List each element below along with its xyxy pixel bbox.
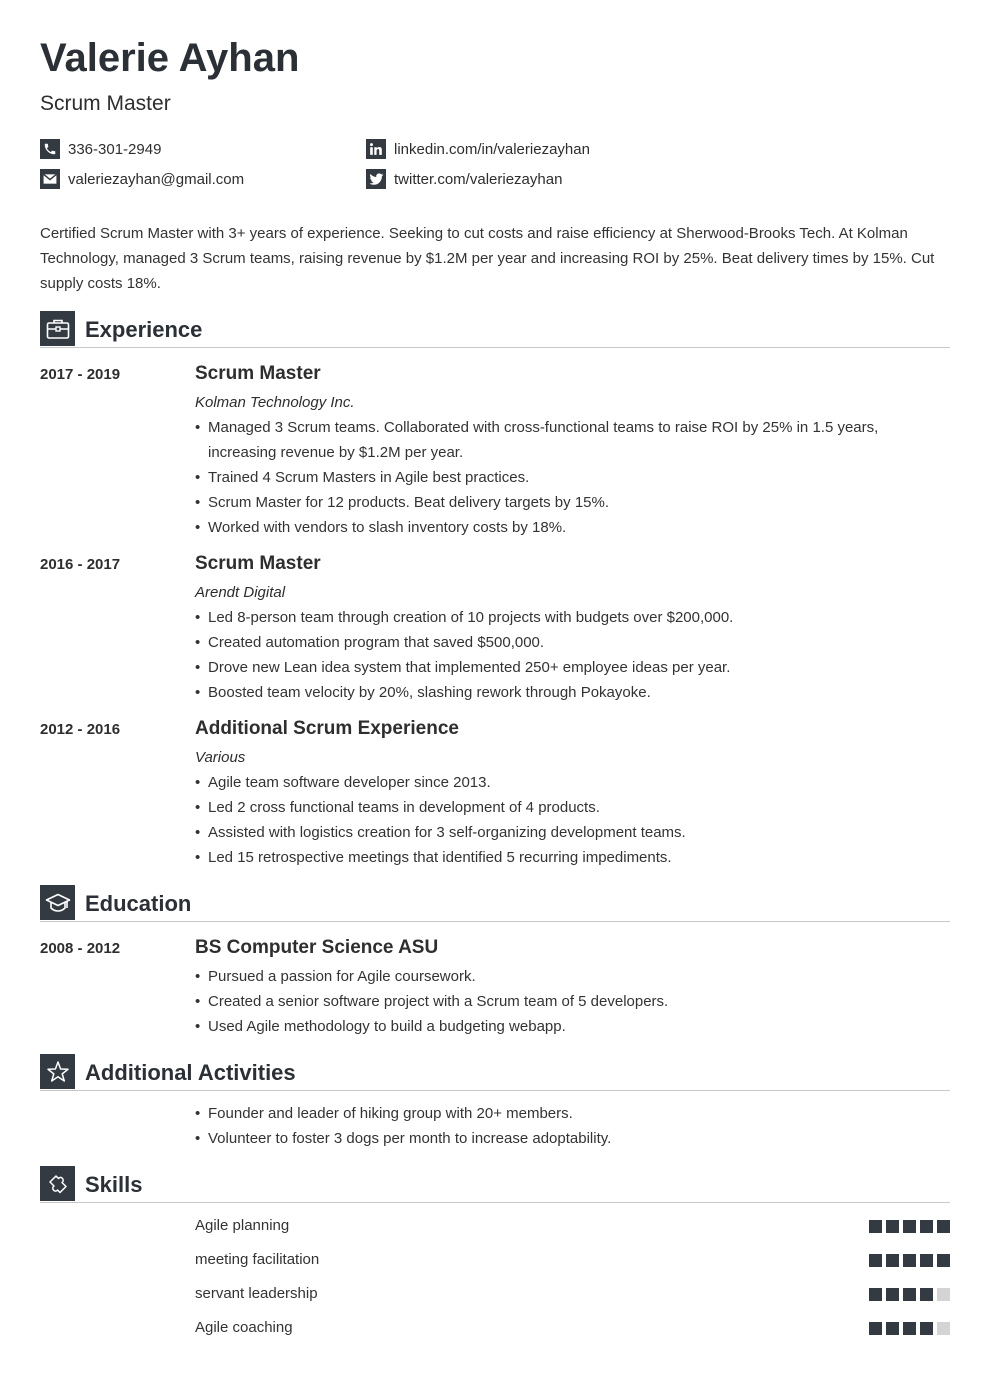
rating-square-filled: [886, 1220, 899, 1233]
skill-name: servant leadership: [195, 1285, 318, 1302]
graduation-cap-icon: [40, 885, 75, 920]
phone-icon: [40, 139, 60, 159]
skill-row: [195, 1319, 950, 1339]
education-dates: 2008 - 2012: [40, 940, 121, 957]
list-item: • Led 8-person team through creation of 10 projects with budgets over $200,000.: [195, 605, 950, 630]
list-item: • Drove new Lean idea system that implemented 250+ employee ideas per year.: [195, 655, 950, 680]
rating-square-filled: [937, 1220, 950, 1233]
contact-email[interactable]: [40, 169, 244, 189]
skill-row: [195, 1251, 950, 1271]
job-1-title: Scrum Master: [195, 363, 321, 384]
candidate-title: Scrum Master: [40, 92, 171, 115]
rating-square-filled: [920, 1254, 933, 1267]
list-item: • Led 15 retrospective meetings that identified 5 recurring impediments.: [195, 845, 950, 870]
skill-rating: [865, 1288, 950, 1301]
job-2-company: Arendt Digital: [195, 584, 286, 601]
list-item: • Created automation program that saved $500,000.: [195, 630, 950, 655]
list-item: • Created a senior software project with a Scrum team of 5 developers.: [195, 989, 950, 1014]
activities-section-header: [40, 1054, 950, 1091]
activities-bullets: [195, 1101, 950, 1151]
list-item: • Agile team software developer since 2013.: [195, 770, 950, 795]
contact-linkedin[interactable]: [366, 139, 590, 159]
email-text: valeriezayhan@gmail.com: [68, 170, 245, 188]
job-1-bullets: [195, 415, 950, 540]
list-item: • Managed 3 Scrum teams. Collaborated with cross-functional teams to raise ROI by 25% in 1.5 years, increasing revenue by $1.2M per year.: [195, 415, 950, 465]
rating-square-filled: [903, 1322, 916, 1335]
linkedin-icon: [366, 139, 386, 159]
activities-section-title: Additional Activities: [85, 1060, 296, 1085]
rating-square-filled: [886, 1254, 899, 1267]
skill-rating: [865, 1220, 950, 1233]
skills-section-header: [40, 1166, 950, 1203]
job-2-title: Scrum Master: [195, 553, 321, 574]
twitter-text: twitter.com/valeriezayhan: [394, 170, 563, 188]
job-2-dates: 2016 - 2017: [40, 556, 121, 573]
briefcase-icon: [40, 311, 75, 346]
rating-square-filled: [869, 1254, 882, 1267]
education-section-header: [40, 885, 950, 922]
skill-rating: [865, 1254, 950, 1267]
rating-square-filled: [920, 1220, 933, 1233]
rating-square-filled: [869, 1220, 882, 1233]
education-bullets: [195, 964, 950, 1039]
envelope-icon: [40, 169, 60, 189]
skills-section-title: Skills: [85, 1172, 143, 1197]
job-3-company: Various: [195, 749, 246, 766]
skill-name: Agile planning: [195, 1217, 290, 1234]
contact-twitter[interactable]: [366, 169, 562, 189]
puzzle-icon: [40, 1166, 75, 1201]
skill-row: [195, 1285, 950, 1305]
rating-square-filled: [920, 1322, 933, 1335]
summary-text: Certified Scrum Master with 3+ years of experience. Seeking to cut costs and raise efficiency at Sherwood-Brooks Tech. At Kolman Technology, managed 3 Scrum teams, raising revenue by $1.2M per year and increasing ROI by 25%. Beat delivery times by 15%. Cut supply costs 18%.: [40, 225, 935, 292]
list-item: • Led 2 cross functional teams in development of 4 products.: [195, 795, 950, 820]
job-3-bullets: [195, 770, 950, 870]
rating-square-empty: [937, 1288, 950, 1301]
list-item: • Trained 4 Scrum Masters in Agile best practices.: [195, 465, 950, 490]
list-item: • Assisted with logistics creation for 3 self-organizing development teams.: [195, 820, 950, 845]
rating-square-filled: [886, 1288, 899, 1301]
skill-name: meeting facilitation: [195, 1251, 320, 1268]
skill-name: Agile coaching: [195, 1319, 293, 1336]
job-3-dates: 2012 - 2016: [40, 721, 121, 738]
job-1-company: Kolman Technology Inc.: [195, 394, 355, 411]
list-item: • Worked with vendors to slash inventory costs by 18%.: [195, 515, 950, 540]
rating-square-empty: [937, 1322, 950, 1335]
rating-square-filled: [869, 1288, 882, 1301]
experience-section-title: Experience: [85, 317, 203, 342]
rating-square-filled: [903, 1288, 916, 1301]
star-icon: [40, 1054, 75, 1089]
list-item: • Used Agile methodology to build a budgeting webapp.: [195, 1014, 950, 1039]
list-item: • Founder and leader of hiking group with 20+ members.: [195, 1101, 950, 1126]
list-item: • Pursued a passion for Agile coursework.: [195, 964, 950, 989]
phone-text: 336-301-2949: [68, 140, 162, 158]
rating-square-filled: [937, 1254, 950, 1267]
job-1-dates: 2017 - 2019: [40, 366, 121, 383]
job-3-title: Additional Scrum Experience: [195, 718, 459, 739]
rating-square-filled: [869, 1322, 882, 1335]
linkedin-text: linkedin.com/in/valeriezayhan: [394, 140, 590, 158]
contact-phone[interactable]: [40, 139, 161, 159]
rating-square-filled: [903, 1220, 916, 1233]
rating-square-filled: [903, 1254, 916, 1267]
candidate-name: Valerie Ayhan: [40, 36, 300, 80]
rating-square-filled: [920, 1288, 933, 1301]
education-degree: BS Computer Science ASU: [195, 937, 439, 958]
twitter-icon: [366, 169, 386, 189]
skill-rating: [865, 1322, 950, 1335]
job-2-bullets: [195, 605, 950, 705]
experience-section-header: [40, 311, 950, 348]
list-item: • Scrum Master for 12 products. Beat delivery targets by 15%.: [195, 490, 950, 515]
education-section-title: Education: [85, 891, 192, 916]
list-item: • Boosted team velocity by 20%, slashing rework through Pokayoke.: [195, 680, 950, 705]
rating-square-filled: [886, 1322, 899, 1335]
list-item: • Volunteer to foster 3 dogs per month to increase adoptability.: [195, 1126, 950, 1151]
skill-row: [195, 1217, 950, 1237]
